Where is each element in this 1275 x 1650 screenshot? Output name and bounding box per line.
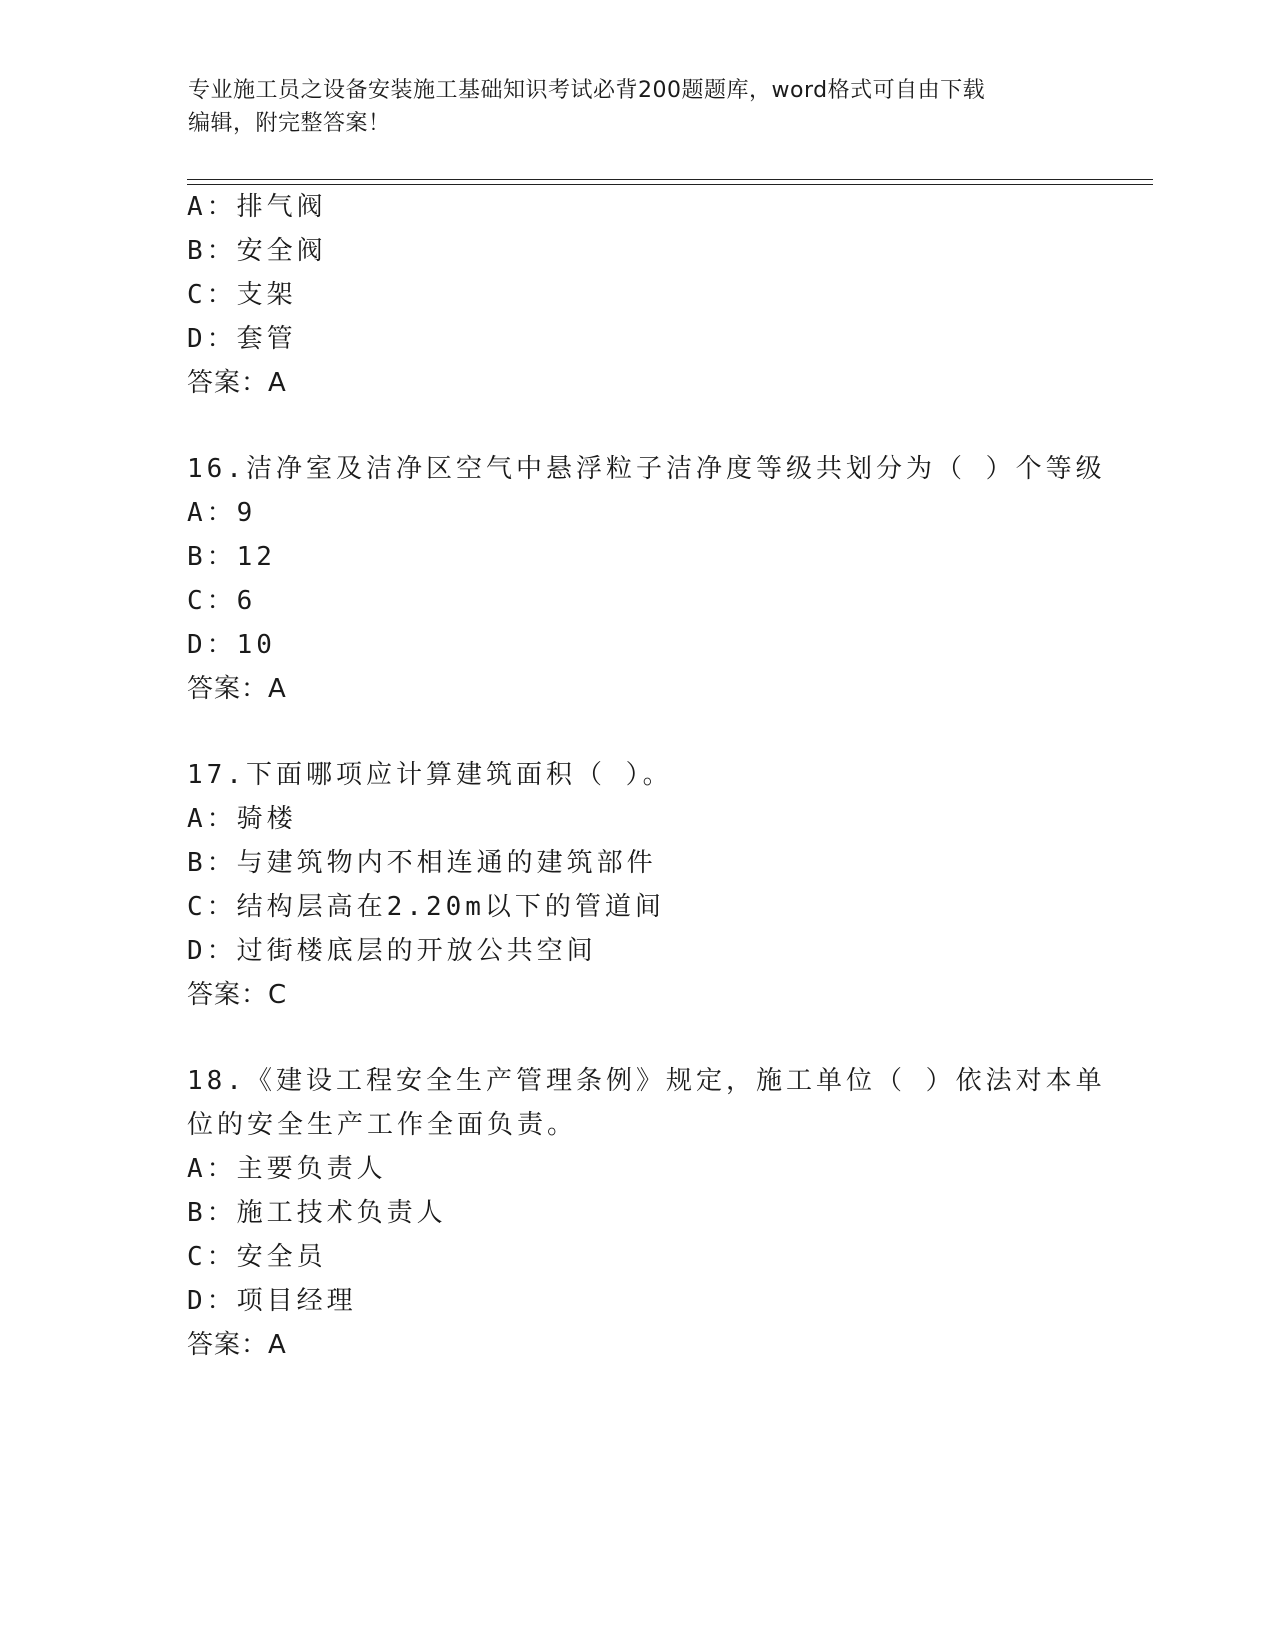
document-header — [188, 74, 1068, 140]
q15-option-a: A：排气阀 — [187, 192, 327, 222]
q17-option-b: B：与建筑物内不相连通的建筑部件 — [187, 848, 657, 878]
q18-option-d: D：项目经理 — [187, 1286, 357, 1316]
q16-option-d: D：10 — [187, 630, 276, 660]
q15-option-d: D：套管 — [187, 324, 297, 354]
q16-option-b: B：12 — [187, 542, 276, 572]
q15-option-b: B：安全阀 — [187, 236, 327, 266]
q18-stem-line-2: 位的安全生产工作全面负责。 — [187, 1110, 578, 1140]
q17-stem: 17.下面哪项应计算建筑面积（ ）。 — [187, 760, 673, 790]
q16-option-c: C：6 — [187, 586, 257, 616]
q16-answer: 答案：A — [187, 674, 287, 704]
q16-option-a: A：9 — [187, 498, 257, 528]
q15-answer: 答案：A — [187, 368, 287, 398]
q18-option-b: B：施工技术负责人 — [187, 1198, 447, 1228]
q17-option-a: A：骑楼 — [187, 804, 297, 834]
header-title-line-2: 编辑，附完整答案！ — [188, 111, 391, 136]
header-divider-bottom — [187, 184, 1153, 185]
header-title-line-1: 专业施工员之设备安装施工基础知识考试必背200题题库，word格式可自由下载 — [188, 78, 986, 103]
q17-option-c: C：结构层高在2.20m以下的管道间 — [187, 892, 665, 922]
q18-answer: 答案：A — [187, 1330, 287, 1360]
q18-option-c: C：安全员 — [187, 1242, 327, 1272]
q18-option-a: A：主要负责人 — [187, 1154, 387, 1184]
header-divider-top — [187, 179, 1153, 180]
q15-option-c: C：支架 — [187, 280, 297, 310]
q17-answer: 答案：C — [187, 980, 288, 1010]
q16-stem: 16.洁净室及洁净区空气中悬浮粒子洁净度等级共划分为（ ）个等级 — [187, 454, 1106, 484]
q17-option-d: D：过街楼底层的开放公共空间 — [187, 936, 597, 966]
q18-stem-line-1: 18.《建设工程安全生产管理条例》规定，施工单位（ ）依法对本单 — [187, 1066, 1106, 1096]
